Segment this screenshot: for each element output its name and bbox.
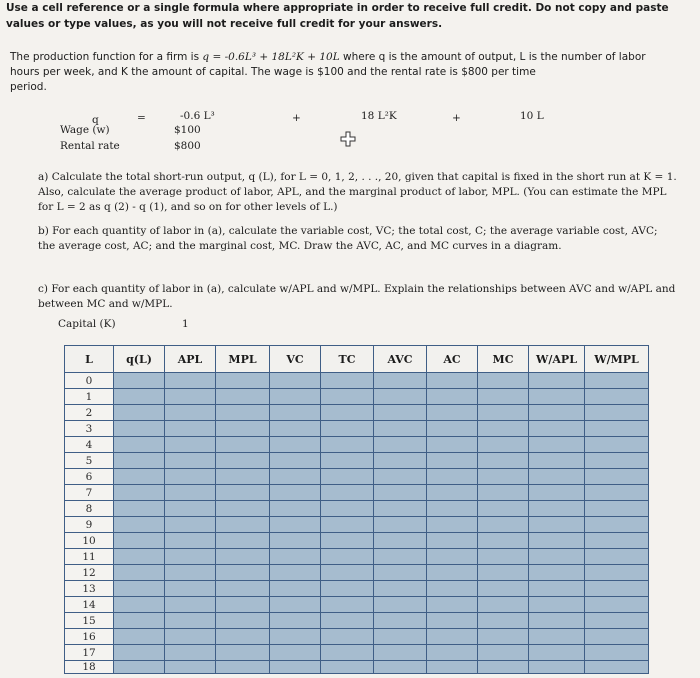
input-cell[interactable] bbox=[478, 437, 529, 453]
input-cell[interactable] bbox=[270, 389, 321, 405]
input-cell[interactable] bbox=[374, 469, 427, 485]
input-cell[interactable] bbox=[529, 533, 585, 549]
input-cell[interactable] bbox=[427, 389, 478, 405]
table-row bbox=[65, 549, 649, 565]
input-cell[interactable] bbox=[478, 549, 529, 565]
input-cell[interactable] bbox=[374, 389, 427, 405]
labor-cell[interactable]: 16 bbox=[65, 629, 114, 645]
input-cell[interactable] bbox=[374, 549, 427, 565]
input-cell[interactable] bbox=[427, 421, 478, 437]
header-MC[interactable]: MC bbox=[478, 346, 529, 373]
input-cell[interactable] bbox=[374, 533, 427, 549]
input-cell[interactable] bbox=[165, 373, 216, 389]
input-cell[interactable] bbox=[374, 485, 427, 501]
input-cell[interactable] bbox=[321, 405, 374, 421]
cell-cursor-icon bbox=[340, 131, 356, 147]
capital-value[interactable]: 1 bbox=[182, 318, 189, 330]
table-row bbox=[65, 469, 649, 485]
input-cell[interactable] bbox=[114, 389, 165, 405]
input-cell[interactable] bbox=[114, 373, 165, 389]
input-cell[interactable] bbox=[114, 581, 165, 597]
table-row bbox=[65, 645, 649, 661]
input-cell[interactable] bbox=[585, 629, 649, 645]
input-cell[interactable] bbox=[585, 501, 649, 517]
input-cell[interactable] bbox=[165, 437, 216, 453]
input-cell[interactable] bbox=[478, 405, 529, 421]
input-cell[interactable] bbox=[321, 517, 374, 533]
term-linear: 10 L bbox=[520, 110, 544, 122]
input-cell[interactable] bbox=[270, 629, 321, 645]
input-cell[interactable] bbox=[321, 437, 374, 453]
intro-line2: hours per week, and K the amount of capital. The wage is $100 and the rental rate is $800 per time bbox=[10, 66, 536, 78]
input-cell[interactable] bbox=[374, 517, 427, 533]
input-cell[interactable] bbox=[585, 613, 649, 629]
input-cell[interactable] bbox=[114, 485, 165, 501]
header-L[interactable]: L bbox=[65, 346, 114, 373]
input-cell[interactable] bbox=[114, 661, 165, 674]
input-cell[interactable] bbox=[270, 421, 321, 437]
input-cell[interactable] bbox=[270, 645, 321, 661]
input-cell[interactable] bbox=[478, 533, 529, 549]
input-cell[interactable] bbox=[321, 581, 374, 597]
input-cell[interactable] bbox=[427, 501, 478, 517]
table-header-row bbox=[65, 346, 649, 373]
intro-line1b: where q is the amount of output, L is the number of labor bbox=[343, 51, 646, 63]
input-cell[interactable] bbox=[321, 373, 374, 389]
rental-value: $800 bbox=[174, 140, 201, 152]
input-cell[interactable] bbox=[478, 581, 529, 597]
labor-cell[interactable]: 5 bbox=[65, 453, 114, 469]
input-cell[interactable] bbox=[478, 597, 529, 613]
input-cell[interactable] bbox=[165, 549, 216, 565]
input-cell[interactable] bbox=[321, 613, 374, 629]
input-cell[interactable] bbox=[478, 645, 529, 661]
input-cell[interactable] bbox=[165, 597, 216, 613]
input-cell[interactable] bbox=[165, 581, 216, 597]
input-cell[interactable] bbox=[165, 645, 216, 661]
input-cell[interactable] bbox=[529, 645, 585, 661]
input-cell[interactable] bbox=[216, 437, 270, 453]
input-cell[interactable] bbox=[478, 469, 529, 485]
input-cell[interactable] bbox=[478, 373, 529, 389]
part-a-text: Calculate the total short-run output, q (L), for L = 0, 1, 2, . . ., 20, given that capital is fixed in the short run at K = 1. Also, calculate the average product of labor, APL, and the marginal product of labor, MPL. (You can estimate the MPL for L = 2 as q (2) - q (1), and so on for other levels of L.) bbox=[38, 171, 677, 213]
labor-cell[interactable]: 9 bbox=[65, 517, 114, 533]
input-cell[interactable] bbox=[585, 421, 649, 437]
input-cell[interactable] bbox=[529, 421, 585, 437]
header-qL[interactable]: q(L) bbox=[114, 346, 165, 373]
q-label: q bbox=[92, 114, 99, 126]
table-row bbox=[65, 373, 649, 389]
input-cell[interactable] bbox=[529, 485, 585, 501]
rental-label: Rental rate bbox=[60, 140, 120, 152]
input-cell[interactable] bbox=[165, 453, 216, 469]
part-a-label: a) bbox=[38, 171, 49, 183]
labor-cell[interactable]: 4 bbox=[65, 437, 114, 453]
input-cell[interactable] bbox=[321, 549, 374, 565]
input-cell[interactable] bbox=[216, 661, 270, 674]
table-row bbox=[65, 389, 649, 405]
input-cell[interactable] bbox=[216, 405, 270, 421]
input-cell[interactable] bbox=[114, 405, 165, 421]
table-row bbox=[65, 453, 649, 469]
input-cell[interactable] bbox=[585, 565, 649, 581]
input-cell[interactable] bbox=[321, 597, 374, 613]
input-cell[interactable] bbox=[270, 405, 321, 421]
labor-cell[interactable]: 7 bbox=[65, 485, 114, 501]
header-AVC[interactable]: AVC bbox=[374, 346, 427, 373]
part-a bbox=[38, 170, 678, 215]
input-cell[interactable] bbox=[427, 405, 478, 421]
labor-cell[interactable]: 14 bbox=[65, 597, 114, 613]
input-cell[interactable] bbox=[216, 549, 270, 565]
input-cell[interactable] bbox=[165, 661, 216, 674]
header-AC[interactable]: AC bbox=[427, 346, 478, 373]
input-cell[interactable] bbox=[374, 501, 427, 517]
term-cubic: -0.6 L³ bbox=[180, 110, 215, 122]
input-cell[interactable] bbox=[427, 453, 478, 469]
part-c-text: For each quantity of labor in (a), calculate w/APL and w/MPL. Explain the relationships between AVC and w/APL and between MC and w/MPL. bbox=[38, 283, 676, 310]
input-cell[interactable] bbox=[216, 501, 270, 517]
table-row bbox=[65, 501, 649, 517]
input-cell[interactable] bbox=[165, 485, 216, 501]
input-cell[interactable] bbox=[478, 453, 529, 469]
input-cell[interactable] bbox=[165, 613, 216, 629]
input-cell[interactable] bbox=[216, 469, 270, 485]
input-cell[interactable] bbox=[216, 517, 270, 533]
input-cell[interactable] bbox=[321, 501, 374, 517]
input-cell[interactable] bbox=[321, 421, 374, 437]
input-cell[interactable] bbox=[114, 597, 165, 613]
input-cell[interactable] bbox=[529, 517, 585, 533]
input-cell[interactable] bbox=[321, 453, 374, 469]
input-cell[interactable] bbox=[216, 533, 270, 549]
input-cell[interactable] bbox=[270, 485, 321, 501]
intro-line3: period. bbox=[10, 81, 47, 93]
input-cell[interactable] bbox=[216, 645, 270, 661]
input-cell[interactable] bbox=[270, 437, 321, 453]
data-table bbox=[64, 345, 649, 674]
wage-value: $100 bbox=[174, 124, 201, 136]
input-cell[interactable] bbox=[585, 405, 649, 421]
input-cell[interactable] bbox=[585, 485, 649, 501]
part-b-label: b) bbox=[38, 225, 49, 237]
instructions: Use a cell reference or a single formula where appropriate in order to receive full credit. Do not copy and paste values or type values, as you will not receive full credit for your answers. bbox=[6, 2, 669, 30]
input-cell[interactable] bbox=[529, 565, 585, 581]
input-cell[interactable] bbox=[374, 565, 427, 581]
input-cell[interactable] bbox=[529, 501, 585, 517]
capital-label: Capital (K) bbox=[58, 318, 116, 330]
input-cell[interactable] bbox=[216, 597, 270, 613]
input-cell[interactable] bbox=[427, 613, 478, 629]
labor-cell[interactable]: 2 bbox=[65, 405, 114, 421]
input-cell[interactable] bbox=[585, 453, 649, 469]
input-cell[interactable] bbox=[427, 661, 478, 674]
input-cell[interactable] bbox=[321, 565, 374, 581]
input-cell[interactable] bbox=[321, 661, 374, 674]
input-cell[interactable] bbox=[585, 373, 649, 389]
input-cell[interactable] bbox=[478, 517, 529, 533]
input-cell[interactable] bbox=[165, 629, 216, 645]
input-cell[interactable] bbox=[374, 453, 427, 469]
input-cell[interactable] bbox=[585, 597, 649, 613]
plus-sign-1: + bbox=[292, 112, 301, 124]
header-w-MPL[interactable]: W/MPL bbox=[585, 346, 649, 373]
input-cell[interactable] bbox=[114, 469, 165, 485]
wage-label: Wage (w) bbox=[60, 124, 110, 136]
input-cell[interactable] bbox=[529, 549, 585, 565]
input-cell[interactable] bbox=[114, 613, 165, 629]
input-cell[interactable] bbox=[321, 645, 374, 661]
input-cell[interactable] bbox=[165, 517, 216, 533]
input-cell[interactable] bbox=[529, 613, 585, 629]
input-cell[interactable] bbox=[216, 421, 270, 437]
input-cell[interactable] bbox=[114, 629, 165, 645]
input-cell[interactable] bbox=[374, 645, 427, 661]
input-cell[interactable] bbox=[427, 517, 478, 533]
input-cell[interactable] bbox=[216, 485, 270, 501]
input-cell[interactable] bbox=[114, 437, 165, 453]
input-cell[interactable] bbox=[478, 613, 529, 629]
input-cell[interactable] bbox=[270, 613, 321, 629]
input-cell[interactable] bbox=[427, 581, 478, 597]
labor-cell[interactable]: 0 bbox=[65, 373, 114, 389]
labor-cell[interactable]: 13 bbox=[65, 581, 114, 597]
header-MPL[interactable]: MPL bbox=[216, 346, 270, 373]
input-cell[interactable] bbox=[529, 597, 585, 613]
input-cell[interactable] bbox=[114, 565, 165, 581]
input-cell[interactable] bbox=[270, 661, 321, 674]
input-cell[interactable] bbox=[529, 437, 585, 453]
labor-cell[interactable]: 8 bbox=[65, 501, 114, 517]
input-cell[interactable] bbox=[529, 453, 585, 469]
input-cell[interactable] bbox=[216, 373, 270, 389]
labor-cell[interactable]: 1 bbox=[65, 389, 114, 405]
input-cell[interactable] bbox=[427, 485, 478, 501]
table-row bbox=[65, 581, 649, 597]
input-cell[interactable] bbox=[585, 645, 649, 661]
input-cell[interactable] bbox=[216, 389, 270, 405]
input-cell[interactable] bbox=[270, 501, 321, 517]
input-cell[interactable] bbox=[585, 437, 649, 453]
table-row bbox=[65, 533, 649, 549]
labor-cell[interactable]: 18 bbox=[65, 661, 114, 674]
input-cell[interactable] bbox=[270, 565, 321, 581]
header-APL[interactable]: APL bbox=[165, 346, 216, 373]
input-cell[interactable] bbox=[270, 597, 321, 613]
input-cell[interactable] bbox=[585, 533, 649, 549]
part-c-label: c) bbox=[38, 283, 48, 295]
input-cell[interactable] bbox=[478, 629, 529, 645]
input-cell[interactable] bbox=[270, 469, 321, 485]
input-cell[interactable] bbox=[114, 645, 165, 661]
input-cell[interactable] bbox=[321, 533, 374, 549]
input-cell[interactable] bbox=[216, 629, 270, 645]
problem-intro bbox=[10, 50, 690, 95]
input-cell[interactable] bbox=[427, 373, 478, 389]
input-cell[interactable] bbox=[427, 597, 478, 613]
input-cell[interactable] bbox=[585, 469, 649, 485]
part-b bbox=[38, 224, 678, 254]
input-cell[interactable] bbox=[270, 581, 321, 597]
input-cell[interactable] bbox=[270, 533, 321, 549]
input-cell[interactable] bbox=[114, 501, 165, 517]
input-cell[interactable] bbox=[216, 565, 270, 581]
input-cell[interactable] bbox=[427, 629, 478, 645]
labor-cell[interactable]: 15 bbox=[65, 613, 114, 629]
input-cell[interactable] bbox=[585, 581, 649, 597]
labor-cell[interactable]: 17 bbox=[65, 645, 114, 661]
input-cell[interactable] bbox=[165, 501, 216, 517]
input-cell[interactable] bbox=[165, 533, 216, 549]
input-cell[interactable] bbox=[216, 613, 270, 629]
input-cell[interactable] bbox=[165, 389, 216, 405]
input-cell[interactable] bbox=[478, 389, 529, 405]
input-cell[interactable] bbox=[114, 517, 165, 533]
input-cell[interactable] bbox=[529, 661, 585, 674]
header-TC[interactable]: TC bbox=[321, 346, 374, 373]
input-cell[interactable] bbox=[114, 549, 165, 565]
input-cell[interactable] bbox=[478, 565, 529, 581]
input-cell[interactable] bbox=[529, 581, 585, 597]
input-cell[interactable] bbox=[374, 421, 427, 437]
input-cell[interactable] bbox=[427, 565, 478, 581]
input-cell[interactable] bbox=[374, 373, 427, 389]
table-row bbox=[65, 613, 649, 629]
term-squared: 18 L²K bbox=[361, 110, 397, 122]
part-b-text: For each quantity of labor in (a), calculate the variable cost, VC; the total cost, C; the average variable cost, AVC; the average cost, AC; and the marginal cost, MC. Draw the AVC, AC, and MC curves in a diagram. bbox=[38, 225, 658, 252]
input-cell[interactable] bbox=[270, 453, 321, 469]
table-row bbox=[65, 597, 649, 613]
input-cell[interactable] bbox=[114, 533, 165, 549]
input-cell[interactable] bbox=[374, 405, 427, 421]
input-cell[interactable] bbox=[321, 389, 374, 405]
input-cell[interactable] bbox=[478, 421, 529, 437]
table-row bbox=[65, 405, 649, 421]
input-cell[interactable] bbox=[321, 485, 374, 501]
input-cell[interactable] bbox=[165, 405, 216, 421]
input-cell[interactable] bbox=[427, 469, 478, 485]
input-cell[interactable] bbox=[529, 469, 585, 485]
table-row bbox=[65, 421, 649, 437]
input-cell[interactable] bbox=[270, 549, 321, 565]
input-cell[interactable] bbox=[529, 405, 585, 421]
input-cell[interactable] bbox=[427, 533, 478, 549]
input-cell[interactable] bbox=[585, 389, 649, 405]
table-row bbox=[65, 661, 649, 674]
input-cell[interactable] bbox=[374, 629, 427, 645]
input-cell[interactable] bbox=[165, 421, 216, 437]
header-VC[interactable]: VC bbox=[270, 346, 321, 373]
production-formula: q = -0.6L³ + 18L²K + 10L bbox=[202, 51, 340, 63]
input-cell[interactable] bbox=[478, 661, 529, 674]
table-row bbox=[65, 517, 649, 533]
input-cell[interactable] bbox=[478, 501, 529, 517]
input-cell[interactable] bbox=[374, 613, 427, 629]
table-row bbox=[65, 629, 649, 645]
input-cell[interactable] bbox=[321, 469, 374, 485]
input-cell[interactable] bbox=[427, 549, 478, 565]
input-cell[interactable] bbox=[374, 597, 427, 613]
input-cell[interactable] bbox=[270, 373, 321, 389]
input-cell[interactable] bbox=[165, 469, 216, 485]
table-row bbox=[65, 437, 649, 453]
input-cell[interactable] bbox=[529, 389, 585, 405]
input-cell[interactable] bbox=[585, 661, 649, 674]
input-cell[interactable] bbox=[585, 549, 649, 565]
intro-line1a: The production function for a firm is bbox=[10, 51, 200, 63]
table-row bbox=[65, 565, 649, 581]
input-cell[interactable] bbox=[585, 517, 649, 533]
input-cell[interactable] bbox=[216, 581, 270, 597]
input-cell[interactable] bbox=[270, 517, 321, 533]
labor-cell[interactable]: 10 bbox=[65, 533, 114, 549]
part-c bbox=[38, 282, 678, 312]
labor-cell[interactable]: 11 bbox=[65, 549, 114, 565]
input-cell[interactable] bbox=[478, 485, 529, 501]
input-cell[interactable] bbox=[374, 581, 427, 597]
input-cell[interactable] bbox=[321, 629, 374, 645]
table-row bbox=[65, 485, 649, 501]
labor-cell[interactable]: 12 bbox=[65, 565, 114, 581]
input-cell[interactable] bbox=[427, 437, 478, 453]
input-cell[interactable] bbox=[374, 661, 427, 674]
input-cell[interactable] bbox=[427, 645, 478, 661]
input-cell[interactable] bbox=[529, 629, 585, 645]
equals-sign: = bbox=[137, 112, 146, 124]
input-cell[interactable] bbox=[165, 565, 216, 581]
input-cell[interactable] bbox=[374, 437, 427, 453]
header-w-APL[interactable]: W/APL bbox=[529, 346, 585, 373]
input-cell[interactable] bbox=[529, 373, 585, 389]
input-cell[interactable] bbox=[114, 453, 165, 469]
labor-cell[interactable]: 6 bbox=[65, 469, 114, 485]
labor-cell[interactable]: 3 bbox=[65, 421, 114, 437]
input-cell[interactable] bbox=[114, 421, 165, 437]
input-cell[interactable] bbox=[216, 453, 270, 469]
plus-sign-2: + bbox=[452, 112, 461, 124]
